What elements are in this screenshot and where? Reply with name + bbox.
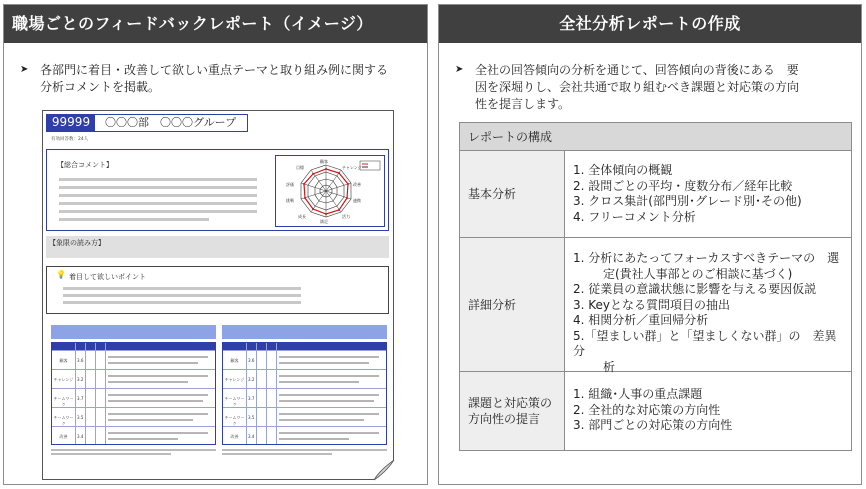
report-dept-name: 〇〇〇部 〇〇〇グループ xyxy=(105,116,237,129)
section-row-detail xyxy=(460,238,851,372)
feedback-report-panel xyxy=(3,4,428,485)
list-item: 2. 全社的な対応策の方向性 xyxy=(573,402,721,417)
company-report-title: 全社分析レポートの作成 xyxy=(439,5,861,43)
description-line-1: 各部門に着目・改善して欲しい重点テーマと取り組み例に関する xyxy=(40,63,389,77)
radar-label-9: 目標 xyxy=(296,165,304,170)
feedback-report-title: 職場ごとのフィードバックレポート（イメージ） xyxy=(4,5,427,43)
section-items-detail xyxy=(565,238,851,374)
radar-chart xyxy=(275,155,385,227)
section-row-proposal xyxy=(460,372,851,450)
section-row-basic xyxy=(460,151,851,238)
list-item: 2. 従業員の意識状態に影響を与える要因仮説 xyxy=(573,282,817,296)
mini-table-right: 顧客 3.6 チャレンジ 3.2 チームワーク 3.7 チームワーク 3.5 改善 3.4 xyxy=(222,342,387,445)
page-curl xyxy=(374,460,394,480)
section-category-detail: 詳細分析 xyxy=(460,238,565,371)
radar-label-8: 評価 xyxy=(286,182,294,187)
description-line-3: 性を提言します。 xyxy=(475,97,571,111)
table-header-bar-left xyxy=(51,325,216,339)
list-item: 1. 全体傾向の概観 xyxy=(573,163,673,177)
list-item: 定(貴社人事部とのご相談に基づく) xyxy=(603,266,793,281)
section-items-proposal xyxy=(565,372,851,450)
mini-table-left: 顧客 3.6 チャレンジ 3.2 チームワーク 3.7 チームワーク 3.5 改善 3.4 xyxy=(51,342,216,445)
description-line-2: 因を深堀りし、会社共通で取り組むべき課題と対応策の方向 xyxy=(475,80,800,94)
section-category-basic: 基本分析 xyxy=(460,151,565,237)
reading-guide-bar xyxy=(46,236,389,258)
report-header-box xyxy=(46,114,248,132)
list-item: 2. 設問ごとの平均・度数分布／経年比較 xyxy=(573,178,793,193)
description-line-1: 全社の回答傾向の分析を通じて、回答傾向の背後にある 要 xyxy=(475,63,799,77)
summary-comment-box xyxy=(46,149,389,231)
respondent-count: 有効回答数：24人 xyxy=(51,137,89,142)
radar-label-3: 連携 xyxy=(353,198,361,203)
radar-label-6: 成長 xyxy=(298,214,306,219)
feedback-report-description xyxy=(20,62,420,96)
section-items-basic xyxy=(565,151,851,237)
company-report-panel xyxy=(438,4,862,485)
radar-label-4: 活力 xyxy=(342,214,350,219)
list-item: 3. Keyとなる質問項目の抽出 xyxy=(573,297,731,312)
list-item: 1. 組織･人事の重点課題 xyxy=(573,387,703,401)
list-item: 5.「望ましい群」と「望ましくない群」の 差異分 xyxy=(573,328,837,358)
list-item: 析 xyxy=(603,359,616,374)
list-item: 1. 分析にあたってフォーカスすべきテーマの 選 xyxy=(573,251,840,265)
radar-label-7: 挑戦 xyxy=(286,198,294,203)
list-item: 3. 部門ごとの対応策の方向性 xyxy=(573,418,733,432)
section-category-proposal-line-2: 方向性の提言 xyxy=(468,412,541,426)
radar-label-5: 満足 xyxy=(320,219,328,224)
list-item: 4. 相関分析／重回帰分析 xyxy=(573,313,709,327)
focus-points-box xyxy=(46,266,389,314)
table-header-bar-right xyxy=(222,325,387,339)
arrow-bullet-icon: ➤ xyxy=(20,64,29,75)
list-item: 3. クロス集計(部門別･グレード別･その他) xyxy=(573,194,802,208)
description-line-2: 分析コメントを掲載。 xyxy=(40,80,161,94)
summary-comment-label: 【総合コメント】 xyxy=(57,161,113,169)
arrow-bullet-icon: ➤ xyxy=(455,64,464,75)
section-category-proposal-line-1: 課題と対応策の xyxy=(468,396,553,410)
report-dept-id: 99999 xyxy=(47,115,95,131)
radar-label-2: 改善 xyxy=(353,182,361,187)
reading-guide-label: 【象限の読み方】 xyxy=(49,239,105,247)
radar-label-0: 顧客 xyxy=(320,159,328,164)
report-structure-table xyxy=(459,122,852,451)
lightbulb-icon: 💡 xyxy=(56,270,66,279)
report-thumbnail xyxy=(42,110,394,480)
list-item: 4. フリーコメント分析 xyxy=(573,209,696,224)
section-category-proposal xyxy=(460,372,565,450)
focus-points-label: 着目して欲しいポイント xyxy=(69,273,146,281)
report-structure-header: レポートの構成 xyxy=(460,123,851,151)
radar-label-1: チャレンジ xyxy=(342,165,362,170)
company-report-description xyxy=(455,62,855,114)
radar-chart-graphic xyxy=(276,156,383,225)
